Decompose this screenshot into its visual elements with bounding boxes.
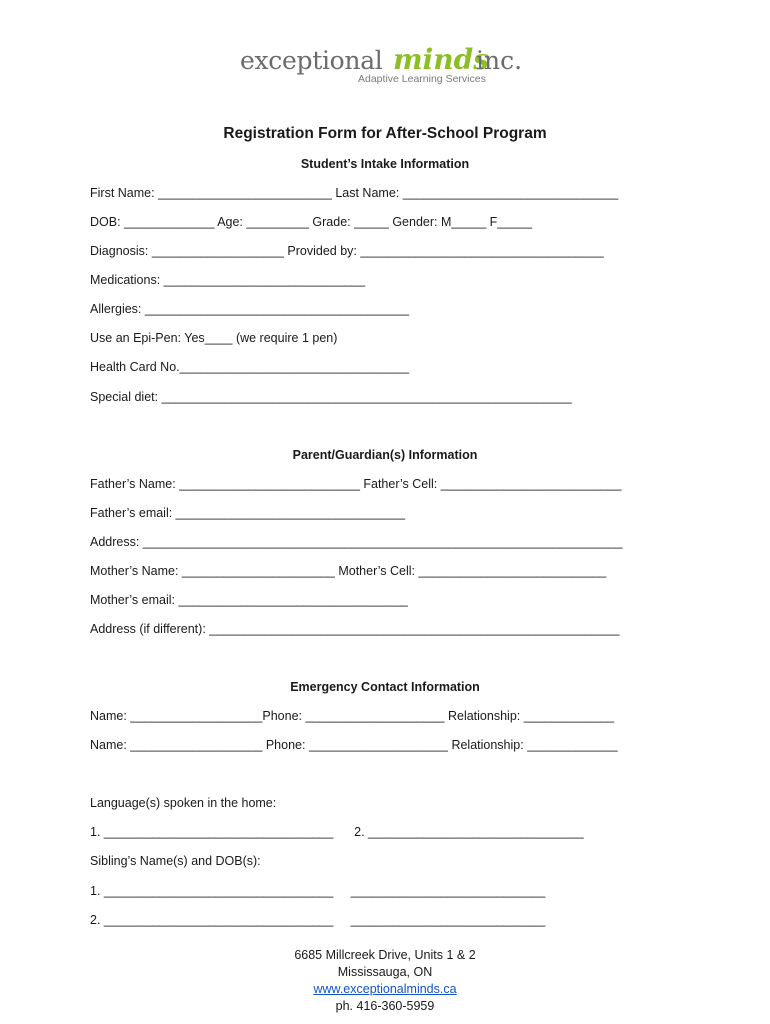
parent-section-heading: Parent/Guardian(s) Information bbox=[292, 448, 478, 462]
sibling-2-field[interactable]: 2. _________________________________ ____________________________ bbox=[90, 913, 546, 927]
website-link[interactable]: www.exceptionalminds.ca bbox=[313, 982, 457, 996]
logo-word-minds: minds bbox=[393, 43, 489, 76]
dob-age-grade-gender-field[interactable]: DOB: _____________ Age: _________ Grade: _____ Gender: M_____ F_____ bbox=[90, 215, 533, 229]
emergency-section-heading: Emergency Contact Information bbox=[290, 680, 480, 694]
address-field[interactable]: Address: _____________________________________________________________________ bbox=[90, 535, 623, 549]
epi-pen-field[interactable]: Use an Epi-Pen: Yes____ (we require 1 pen) bbox=[90, 331, 338, 345]
footer-address-line-2: Mississauga, ON bbox=[337, 965, 433, 979]
diagnosis-provider-field[interactable]: Diagnosis: ___________________ Provided by: ___________________________________ bbox=[90, 244, 604, 258]
logo-word-exceptional: exceptional bbox=[240, 46, 383, 75]
medications-field[interactable]: Medications: _____________________________ bbox=[90, 273, 366, 287]
logo-tagline: Adaptive Learning Services bbox=[358, 73, 486, 85]
health-card-field[interactable]: Health Card No._________________________________ bbox=[90, 360, 410, 374]
mother-email-field[interactable]: Mother’s email: _________________________________ bbox=[90, 593, 408, 607]
alternate-address-field[interactable]: Address (if different): ___________________________________________________________ bbox=[90, 622, 620, 636]
allergies-field[interactable]: Allergies: ______________________________________ bbox=[90, 302, 410, 316]
first-last-name-field[interactable]: First Name: _________________________ Last Name: _______________________________ bbox=[90, 186, 619, 200]
emergency-contact-1-field[interactable]: Name: ___________________Phone: ____________________ Relationship: _____________ bbox=[90, 709, 615, 723]
form-title: Registration Form for After-School Program bbox=[223, 125, 547, 142]
siblings-label: Sibling’s Name(s) and DOB(s): bbox=[90, 854, 261, 868]
student-section-heading: Student’s Intake Information bbox=[300, 157, 470, 171]
mother-name-cell-field[interactable]: Mother’s Name: ______________________ Mother’s Cell: ___________________________ bbox=[90, 564, 607, 578]
footer bbox=[0, 947, 770, 1015]
footer-phone: ph. 416-360-5959 bbox=[335, 999, 435, 1013]
footer-address-line-1: 6685 Millcreek Drive, Units 1 & 2 bbox=[294, 948, 476, 962]
sibling-1-field[interactable]: 1. _________________________________ ____________________________ bbox=[90, 884, 546, 898]
company-logo bbox=[240, 43, 540, 88]
special-diet-field[interactable]: Special diet: ___________________________________________________________ bbox=[90, 390, 572, 404]
logo-word-inc: inc. bbox=[476, 46, 523, 75]
language-label: Language(s) spoken in the home: bbox=[90, 796, 277, 810]
language-fields[interactable]: 1. _________________________________ 2. _______________________________ bbox=[90, 825, 584, 839]
emergency-contact-2-field[interactable]: Name: ___________________ Phone: ____________________ Relationship: _____________ bbox=[90, 738, 618, 752]
father-name-cell-field[interactable]: Father’s Name: __________________________ Father’s Cell: __________________________ bbox=[90, 477, 622, 491]
father-email-field[interactable]: Father’s email: _________________________________ bbox=[90, 506, 406, 520]
